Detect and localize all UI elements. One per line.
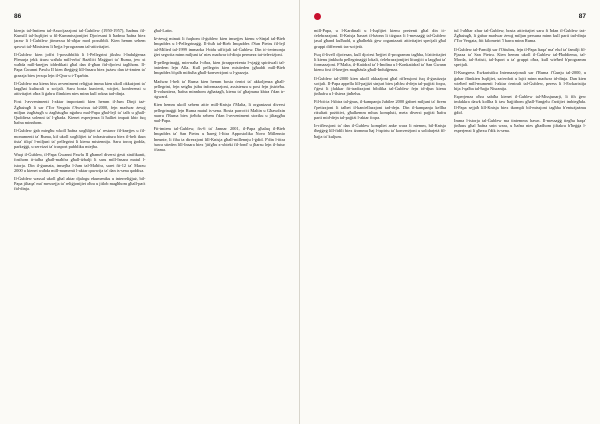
left-page-columns (14, 28, 285, 422)
paragraph: Il-pellegrinaġġ, min-naħa l-oħra, kien jirrappreżenta l-vjaġġ spiritwali tal-bniedem lejn Alla. Kull pellegrin kien mistieden jgħaddi mill-Bieb Imqaddes b'qalb miftuħa għall-konverżjoni u l-grazzja. (153, 60, 285, 76)
paragraph: Iż-żewġ minuti li fuqhom il-ġublew kien imsejjes kienu s-Sinjal tal-Bieb Imqaddes u l-Pellegrinaġġ. Il-ftuħ tal-Bieb Imqaddes f'San Pietru fil-lejl tal-Milied tal-1999 immarka l-bidu uffiċjali tal-Ġublew. Din iċ-ċerimonja ġiet segwita minn miljuni ta' nies madwar id-dinja permezz tat-televiżjoni. (153, 36, 285, 57)
paragraph: Il-Ġublew ġab miegħu wkoll ħafna xogħlijiet ta' restawr fil-knejjes u fil-monumenti ta' Ruma, kif ukoll xogħlijiet ta' infrastruttura biex il-belt tkun tista' tilqa' l-miljuni ta' pellegrini li kienu mistennija. Saru toroq ġodda, parkeġġi, u servizzi ta' trasport pubbliku mtejba. (14, 128, 146, 150)
text-column (454, 28, 586, 422)
paragraph: għal-Latin. (153, 28, 173, 33)
paragraph: kienja tal-Imtiem tal-Assoċjazzjoni tal-Ġubilew (1950-1957), ħadmu fil-Kunsill tal-Isqfijiet u fil-Kummissjonijiet Djoċesani li ħadmu ħafna biex jaraw li l-Ġubilew jitmexxa bl-aħjar mod possibbli. Kien hemm sehem qawwi tal-Ministeru li ħejja l-programm tal-attivitajiet. (14, 28, 146, 49)
paragraph: Ir-riflessjoni ta' dan il-Ġublew kompliet anke wara li ntemm, bil-Knisja tħeġġeġ lill-fidili biex iżommu ħaj l-ispirtu ta' konverżjoni u solidarjetà fil-ħajja ta' kuljum. (314, 123, 446, 139)
paragraph: Esperjenza oħra sabiħa kienet il-Ġublew tal-Missjunarji, li fih ġew imfakkra dawk kollha li taw ħajjithom għall-Vanġelu f'artijiet imbiegħda. Il-Papa sejjaħ lill-Knisja biex tkompli bil-missjoni tagħha b'entużjażmu ġdid. (454, 94, 586, 115)
paragraph: Il-Ġublew ma kienx biss avveniment reliġjuż imma kien ukoll okkażjoni ta' laqgħat kulturali u soċjali. Saru bosta kunċerti, wirjiet, konferenzi u attivitajiet oħra li ġabru flimkien nies minn kull rokna tad-dinja. (14, 80, 146, 97)
text-column (14, 28, 146, 422)
paragraph: Fuq il-livell djoċesan, kull djoċesi ħejjiet il-programm tagħha, b'attivitajiet li kienu jinkludu pellegrinaġġi lokali, ċelebrazzjonijiet liturġiċi u laqgħat ta' formazzjoni. F'Malta, il-Katidral ta' l-Imdina u l-Konkatidral ta' San Ġwann kienu fost il-knejjes magħżula għall-Indulġenza. (314, 51, 446, 73)
paragraph: Imma l-istorja tal-Ġublew ma tintemmx hawn. Il-messaġġ tiegħu baqa' jinħass għal ħafna snin wara, u ħafna nies għadhom jiftakru b'ħeġġa l-esperjenzi li għexu f'dik is-sena. (454, 118, 586, 134)
text-column (314, 28, 446, 422)
paragraph: Il-Ġublew wassal ukoll għal aktar djalogu ekumeniku u interreliġjuż, bil-Papa jiltaqa' ma' mexxejja ta' reliġjonijiet oħra u jitlob magħhom għall-paċi fid-dinja. (14, 176, 146, 192)
paragraph: Fit-tmiem tal-Ġublew, fis-6 ta' Jannar 2001, il-Papa għalaq il-Bieb Imqaddes ta' San Pietru u ħareġ l-Ittra Appostolika Novo Millennio Ineunte, li fiha ta direzzjoni lill-Knisja għall-millennju l-ġdid. F'din l-ittra huwa stieden lill-Insara biex 'jitfgħu x-xbieki fil-fond' u jħarsu lejn il-futur b'tama. (153, 126, 285, 153)
page-number: 86 (14, 12, 22, 20)
paragraph: Waqt il-Ġublew, il-Papa Ġwanni Pawlu II għamel diversi ġesti sinifikanti, fosthom it-talba għall-maħfra għall-iżbalji li saru mill-Insara matul l-istorja. Din il-ġurnata, imsejħa l-Jum tal-Maħfra, saret fit-12 ta' Marzu 2000 u kienet waħda mill-mumenti l-aktar qawwija ta' dan is-sena qaddisa. (14, 152, 146, 173)
text-column (154, 28, 286, 422)
publisher-logo (314, 13, 321, 20)
paragraph: Il-Ġublew tal-2000 kien ukoll okkażjoni għal riflessjoni fuq il-ġustizzja soċjali. Il-Papa appella lill-pajjiżi sinjuri biex jaħfru d-dejn tal-pajjiżi foqra, f'ġest li jfakkar fit-tradizzjoni bibilika tal-Ġublew fejn id-djun kienu jinħafru u l-ilsiera jinħelsu. (314, 75, 446, 97)
paragraph: Il-Kungress Ewkaristiku Internazzjonali sar f'Ruma f'Ġunju tal-2000, u ġabar flimkien Isqfijiet, saċerdoti u lajċi minn madwar id-dinja. Dan kien wieħed mill-mumenti l-aktar ċentrali tal-Ġublew, peress li l-Ewkaristija hija l-qalba tal-ħajja Nisranija. (454, 70, 586, 92)
left-page-header (14, 10, 285, 22)
right-page (300, 0, 600, 424)
right-page-header (314, 10, 586, 22)
paragraph: mill-Papa, u l-Kardinali u l-Isqfijiet kienu preżenti għal din iċ-ċelebrazzjoni. Il-Knisja ħasset il-bżonn li tiżgura li l-messaġġ tal-Ġublew jasal għand kulħadd, u għalhekk ġew organizzati attivitajiet speċjali għal gruppi differenti tas-soċjetà. (314, 28, 446, 49)
paragraph: Kien hemm ukoll sehem attiv mill-Knisja f'Malta, li organizzat diversi pellegrinaġġi lejn Ruma matul is-sena. Bosta parroċċi Maltin u Għawdxin marru f'Ruma biex jieħdu sehem f'dan l-avveniment storiku u jiltaqgħu mal-Papa. (153, 102, 285, 124)
paragraph: Madwar l-belt ta' Ruma kien hemm bosta ċentri ta' akkoljenza għall-pellegrini, fejn setgħu jsibu informazzjoni, assistenza u post fejn jistrieħu. Il-voluntiera, ħafna minnhom żgħażagħ, kienu ta' għajnuna kbira f'dan ir-rigward. (153, 78, 285, 100)
page-number: 87 (578, 12, 586, 20)
right-page-columns (314, 28, 586, 422)
paragraph: tul l-aħħar xhur tal-Ġublew, bosta attivitajiet saru fi ħdan il-Ġublew taż-Żgħażagħ, li ġabar madwar żewġ miljun persuna minn kull parti tad-dinja f'Tor Vergata, ftit kilometri 'l barra minn Ruma. (454, 28, 586, 44)
paragraph: Il-Ġublew kien joffri l-possibbiltà li l-Pellegrini jiksbu l-Indulġenza Plenarja jekk iżuru waħda mill-erba' Bażiliċi Maġġuri ta' Ruma, jew xi waħda mill-knejjes iddedikati għal dan il-għan fid-djoċesi tagħhom. Il-Papa Ġwanni Pawlu II kien iħeġġeġ lill-Insara biex jużaw dan iż-żmien ta' grazzja biex jersqu lejn il-Qrar u t-Tqarbin. (14, 51, 146, 78)
paragraph: Il-Ġublew tal-Familji sar f'Ottubru, fejn il-Papa ltaqa' ma' eluf ta' familji fil-Pjazza ta' San Pietru. Kien hemm ukoll il-Ġublew tal-Ħaddiema, tal-Morda, tal-Artisti, tal-Isport u ta' gruppi oħra, kull wieħed b'programm speċjali. (454, 46, 586, 68)
logo-icon (314, 13, 321, 20)
paragraph: Fost l-avvenimenti l-aktar importanti kien hemm il-Jum Dinji taż-Żgħażagħ li sar f'Tor Vergata f'Awwissu tal-2000, fejn madwar żewġ miljun żagħżugħ u żagħżugħa nġabru mal-Papa għal-lejl ta' talb u għall-Quddiesa solenni ta' l-għada. Kienet esperjenza li ħalliet impatt kbir fuq ħafna minnhom. (14, 99, 146, 126)
paragraph: Fil-biċċa l-kbira tal-ġnus, il-kampanja Jubilee 2000 ġabret miljuni ta' firem f'petizzjoni li talbet il-kanċellazzjoni tad-dejn. Din il-kampanja kellha riżultati pożittivi, għalkemm mhux kompluti, meta diversi pajjiżi ħafru parti mid-dejn tal-pajjiżi l-aktar foqra. (314, 99, 446, 121)
